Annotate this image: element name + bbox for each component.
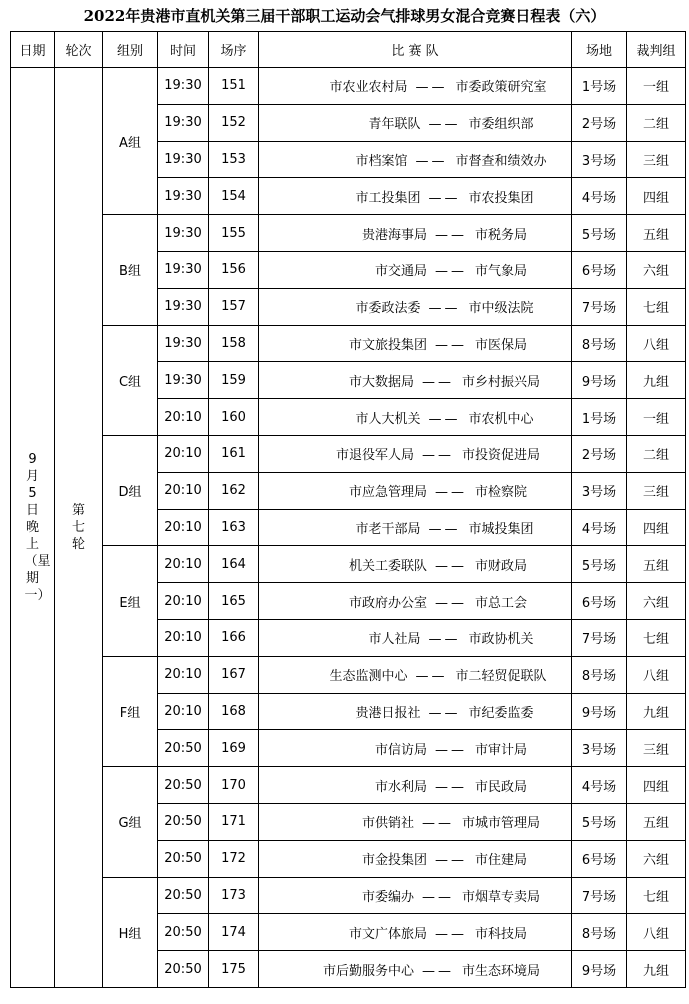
vs-separator: —— xyxy=(421,889,454,905)
vs-separator: —— xyxy=(434,227,467,243)
away-team: 市审计局 xyxy=(474,742,527,758)
vs-separator: —— xyxy=(421,374,454,390)
venue-cell: 3号场 xyxy=(572,730,627,767)
time-cell: 19:30 xyxy=(158,68,209,105)
match-cell xyxy=(259,693,572,730)
venue-cell: 5号场 xyxy=(572,803,627,840)
time-cell: 20:50 xyxy=(158,877,209,914)
match-no-cell: 161 xyxy=(209,435,259,472)
home-team: 市金投集团 xyxy=(361,853,427,869)
table-row xyxy=(11,325,686,362)
vs-separator: —— xyxy=(415,80,448,96)
match-cell xyxy=(259,877,572,914)
match-cell xyxy=(259,178,572,215)
home-team: 机关工委联队 xyxy=(348,558,427,574)
match-no-cell: 158 xyxy=(209,325,259,362)
referee-cell: 一组 xyxy=(627,68,686,105)
match-no-cell: 152 xyxy=(209,104,259,141)
referee-cell: 三组 xyxy=(627,141,686,178)
match-cell xyxy=(259,803,572,840)
match-no-cell: 166 xyxy=(209,619,259,656)
referee-cell: 八组 xyxy=(627,325,686,362)
match-no-cell: 173 xyxy=(209,877,259,914)
time-cell: 19:30 xyxy=(158,251,209,288)
group-cell: B组 xyxy=(103,215,158,325)
referee-cell: 四组 xyxy=(627,178,686,215)
match-no-cell: 164 xyxy=(209,546,259,583)
away-team: 市财政局 xyxy=(474,558,527,574)
away-team: 市检察院 xyxy=(474,485,527,501)
home-team: 市人大机关 xyxy=(355,411,421,427)
time-cell: 20:10 xyxy=(158,435,209,472)
venue-cell: 1号场 xyxy=(572,399,627,436)
match-cell xyxy=(259,215,572,252)
away-team: 市烟草专卖局 xyxy=(461,889,540,905)
match-no-cell: 170 xyxy=(209,767,259,804)
match-cell xyxy=(259,619,572,656)
match-cell xyxy=(259,730,572,767)
venue-cell: 7号场 xyxy=(572,619,627,656)
match-cell xyxy=(259,472,572,509)
time-cell: 20:10 xyxy=(158,399,209,436)
table-row xyxy=(11,435,686,472)
match-no-cell: 159 xyxy=(209,362,259,399)
match-cell xyxy=(259,104,572,141)
match-no-cell: 155 xyxy=(209,215,259,252)
home-team: 市老干部局 xyxy=(355,521,421,537)
venue-cell: 5号场 xyxy=(572,215,627,252)
time-cell: 20:50 xyxy=(158,914,209,951)
venue-cell: 6号场 xyxy=(572,251,627,288)
venue-cell: 6号场 xyxy=(572,840,627,877)
header-date: 日期 xyxy=(11,32,55,68)
vs-separator: —— xyxy=(428,521,461,537)
match-cell xyxy=(259,325,572,362)
home-team: 市交通局 xyxy=(374,264,427,280)
home-team: 贵港日报社 xyxy=(355,705,421,721)
venue-cell: 9号场 xyxy=(572,362,627,399)
away-team: 市民政局 xyxy=(474,779,527,795)
header-teams: 比 赛 队 xyxy=(259,32,572,68)
page-title: 2022年贵港市直机关第三届干部职工运动会气排球男女混合竞赛日程表（六） xyxy=(83,7,606,25)
vs-separator: —— xyxy=(428,411,461,427)
home-team: 市文广体旅局 xyxy=(348,926,427,942)
away-team: 市气象局 xyxy=(474,264,527,280)
match-no-cell: 169 xyxy=(209,730,259,767)
match-cell xyxy=(259,656,572,693)
header-referee: 裁判组 xyxy=(627,32,686,68)
vs-separator: —— xyxy=(415,153,448,169)
referee-cell: 八组 xyxy=(627,914,686,951)
venue-cell: 9号场 xyxy=(572,951,627,988)
time-cell: 20:50 xyxy=(158,730,209,767)
venue-cell: 2号场 xyxy=(572,104,627,141)
vs-separator: —— xyxy=(434,337,467,353)
home-team: 青年联队 xyxy=(368,117,421,133)
match-cell xyxy=(259,251,572,288)
time-cell: 20:10 xyxy=(158,656,209,693)
match-cell xyxy=(259,68,572,105)
away-team: 市督查和绩效办 xyxy=(455,153,547,169)
venue-cell: 7号场 xyxy=(572,288,627,325)
referee-cell: 六组 xyxy=(627,251,686,288)
home-team: 市水利局 xyxy=(374,779,427,795)
venue-cell: 4号场 xyxy=(572,178,627,215)
away-team: 市医保局 xyxy=(474,337,527,353)
away-team: 市科技局 xyxy=(474,926,527,942)
match-cell xyxy=(259,399,572,436)
home-team: 市农业农村局 xyxy=(329,80,408,96)
match-no-cell: 154 xyxy=(209,178,259,215)
home-team: 市信访局 xyxy=(374,742,427,758)
venue-cell: 8号场 xyxy=(572,325,627,362)
time-cell: 19:30 xyxy=(158,288,209,325)
date-cell xyxy=(11,68,55,988)
referee-cell: 四组 xyxy=(627,767,686,804)
vs-separator: —— xyxy=(434,264,467,280)
home-team: 市后勤服务中心 xyxy=(322,963,414,979)
venue-cell: 7号场 xyxy=(572,877,627,914)
away-team: 市委政策研究室 xyxy=(455,80,547,96)
away-team: 市农机中心 xyxy=(468,411,534,427)
home-team: 市档案馆 xyxy=(355,153,408,169)
vs-separator: —— xyxy=(421,816,454,832)
away-team: 市税务局 xyxy=(474,227,527,243)
away-team: 市住建局 xyxy=(474,853,527,869)
venue-cell: 6号场 xyxy=(572,583,627,620)
venue-cell: 8号场 xyxy=(572,914,627,951)
match-cell xyxy=(259,288,572,325)
vs-separator: —— xyxy=(434,742,467,758)
header-time: 时间 xyxy=(158,32,209,68)
venue-cell: 3号场 xyxy=(572,472,627,509)
away-team: 市农投集团 xyxy=(468,190,534,206)
vs-separator: —— xyxy=(428,632,461,648)
match-no-cell: 171 xyxy=(209,803,259,840)
away-team: 市总工会 xyxy=(474,595,527,611)
home-team: 市工投集团 xyxy=(355,190,421,206)
referee-cell: 四组 xyxy=(627,509,686,546)
referee-cell: 九组 xyxy=(627,362,686,399)
time-cell: 19:30 xyxy=(158,325,209,362)
referee-cell: 七组 xyxy=(627,619,686,656)
group-cell: A组 xyxy=(103,68,158,215)
match-no-cell: 157 xyxy=(209,288,259,325)
vs-separator: —— xyxy=(428,301,461,317)
away-team: 市二轻贸促联队 xyxy=(455,669,547,685)
match-no-cell: 162 xyxy=(209,472,259,509)
venue-cell: 5号场 xyxy=(572,546,627,583)
header-group: 组别 xyxy=(103,32,158,68)
match-no-cell: 175 xyxy=(209,951,259,988)
vs-separator: —— xyxy=(421,963,454,979)
away-team: 市城投集团 xyxy=(468,521,534,537)
home-team: 市大数据局 xyxy=(348,374,414,390)
match-no-cell: 165 xyxy=(209,583,259,620)
referee-cell: 七组 xyxy=(627,288,686,325)
match-cell xyxy=(259,767,572,804)
time-cell: 20:50 xyxy=(158,840,209,877)
table-row xyxy=(11,68,686,105)
home-team: 市文旅投集团 xyxy=(348,337,427,353)
referee-cell: 五组 xyxy=(627,803,686,840)
time-cell: 19:30 xyxy=(158,141,209,178)
time-cell: 20:10 xyxy=(158,619,209,656)
home-team: 市政府办公室 xyxy=(348,595,427,611)
home-team: 市应急管理局 xyxy=(348,485,427,501)
venue-cell: 2号场 xyxy=(572,435,627,472)
away-team: 市生态环境局 xyxy=(461,963,540,979)
time-cell: 19:30 xyxy=(158,104,209,141)
table-row xyxy=(11,767,686,804)
round-cell xyxy=(55,68,103,988)
referee-cell: 一组 xyxy=(627,399,686,436)
match-cell xyxy=(259,362,572,399)
venue-cell: 8号场 xyxy=(572,656,627,693)
away-team: 市中级法院 xyxy=(468,301,534,317)
time-cell: 20:50 xyxy=(158,803,209,840)
match-cell xyxy=(259,141,572,178)
match-no-cell: 172 xyxy=(209,840,259,877)
round-label: 第七轮 xyxy=(71,502,85,552)
vs-separator: —— xyxy=(428,117,461,133)
home-team: 市委政法委 xyxy=(355,301,421,317)
referee-cell: 二组 xyxy=(627,104,686,141)
away-team: 市纪委监委 xyxy=(468,705,534,721)
match-cell xyxy=(259,840,572,877)
referee-cell: 六组 xyxy=(627,583,686,620)
time-cell: 20:10 xyxy=(158,693,209,730)
time-cell: 20:10 xyxy=(158,546,209,583)
vs-separator: —— xyxy=(434,779,467,795)
group-cell: E组 xyxy=(103,546,158,656)
time-cell: 20:50 xyxy=(158,767,209,804)
time-cell: 19:30 xyxy=(158,178,209,215)
venue-cell: 1号场 xyxy=(572,68,627,105)
referee-cell: 五组 xyxy=(627,546,686,583)
match-cell xyxy=(259,435,572,472)
table-row xyxy=(11,656,686,693)
schedule-table xyxy=(10,31,686,988)
match-no-cell: 156 xyxy=(209,251,259,288)
vs-separator: —— xyxy=(434,595,467,611)
header-row xyxy=(11,32,686,68)
time-cell: 19:30 xyxy=(158,215,209,252)
date-label: 9月5日晚上（星期一） xyxy=(24,451,51,603)
header-venue: 场地 xyxy=(572,32,627,68)
venue-cell: 4号场 xyxy=(572,767,627,804)
group-cell: G组 xyxy=(103,767,158,877)
group-cell: F组 xyxy=(103,656,158,766)
venue-cell: 9号场 xyxy=(572,693,627,730)
time-cell: 20:10 xyxy=(158,472,209,509)
away-team: 市政协机关 xyxy=(468,632,534,648)
home-team: 市供销社 xyxy=(361,816,414,832)
table-row xyxy=(11,546,686,583)
time-cell: 20:10 xyxy=(158,509,209,546)
table-row xyxy=(11,215,686,252)
group-cell: C组 xyxy=(103,325,158,435)
home-team: 市退役军人局 xyxy=(335,448,414,464)
vs-separator: —— xyxy=(434,558,467,574)
home-team: 生态监测中心 xyxy=(329,669,408,685)
referee-cell: 六组 xyxy=(627,840,686,877)
referee-cell: 三组 xyxy=(627,730,686,767)
vs-separator: —— xyxy=(421,448,454,464)
vs-separator: —— xyxy=(434,926,467,942)
match-no-cell: 153 xyxy=(209,141,259,178)
match-no-cell: 163 xyxy=(209,509,259,546)
match-no-cell: 174 xyxy=(209,914,259,951)
time-cell: 20:50 xyxy=(158,951,209,988)
match-cell xyxy=(259,951,572,988)
home-team: 贵港海事局 xyxy=(361,227,427,243)
match-no-cell: 168 xyxy=(209,693,259,730)
match-cell xyxy=(259,583,572,620)
table-row xyxy=(11,877,686,914)
home-team: 市委编办 xyxy=(361,889,414,905)
venue-cell: 4号场 xyxy=(572,509,627,546)
match-no-cell: 160 xyxy=(209,399,259,436)
vs-separator: —— xyxy=(434,853,467,869)
vs-separator: —— xyxy=(415,669,448,685)
vs-separator: —— xyxy=(428,705,461,721)
referee-cell: 七组 xyxy=(627,877,686,914)
match-cell xyxy=(259,509,572,546)
referee-cell: 二组 xyxy=(627,435,686,472)
referee-cell: 八组 xyxy=(627,656,686,693)
referee-cell: 九组 xyxy=(627,951,686,988)
away-team: 市委组织部 xyxy=(468,117,534,133)
away-team: 市乡村振兴局 xyxy=(461,374,540,390)
vs-separator: —— xyxy=(428,190,461,206)
group-cell: D组 xyxy=(103,435,158,545)
match-cell xyxy=(259,546,572,583)
referee-cell: 九组 xyxy=(627,693,686,730)
vs-separator: —— xyxy=(434,485,467,501)
match-no-cell: 151 xyxy=(209,68,259,105)
referee-cell: 五组 xyxy=(627,215,686,252)
time-cell: 20:10 xyxy=(158,583,209,620)
time-cell: 19:30 xyxy=(158,362,209,399)
venue-cell: 3号场 xyxy=(572,141,627,178)
away-team: 市城市管理局 xyxy=(461,816,540,832)
match-cell xyxy=(259,914,572,951)
home-team: 市人社局 xyxy=(368,632,421,648)
match-no-cell: 167 xyxy=(209,656,259,693)
away-team: 市投资促进局 xyxy=(461,448,540,464)
header-match-no: 场序 xyxy=(209,32,259,68)
header-round: 轮次 xyxy=(55,32,103,68)
referee-cell: 三组 xyxy=(627,472,686,509)
group-cell: H组 xyxy=(103,877,158,987)
